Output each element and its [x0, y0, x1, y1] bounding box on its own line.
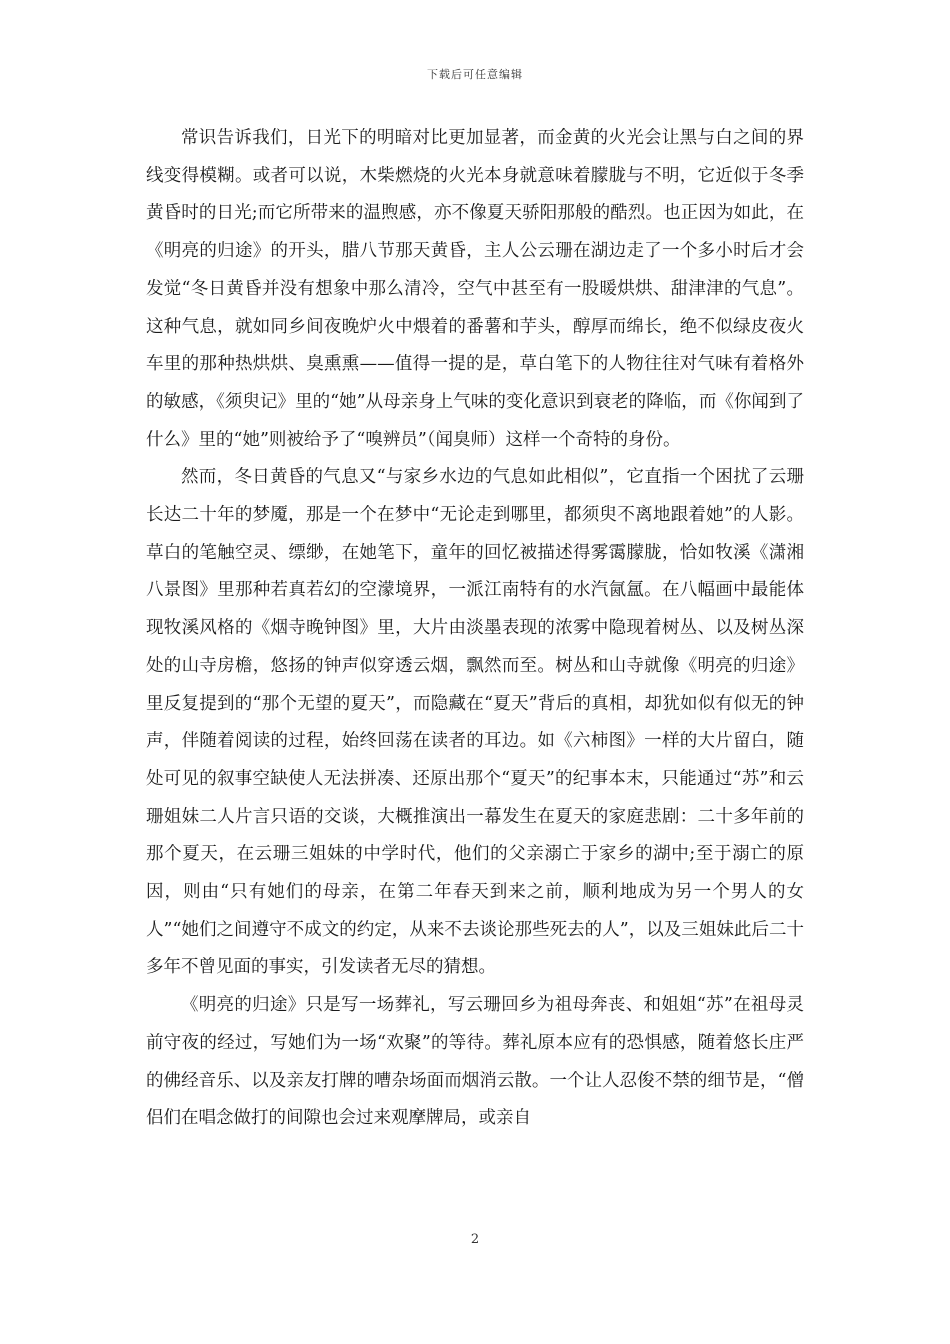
document-body [146, 120, 804, 1138]
paragraph-2: 然而，冬日黄昏的气息又“与家乡水边的气息如此相似”，它直指一个困扰了云珊长达二十年的梦魇，那是一个在梦中“无论走到哪里，都须臾不离地跟着她”的人影。草白的笔触空灵、缥缈，在她笔下，童年的回忆被描述得雾霭朦胧，恰如牧溪《潇湘八景图》里那种若真若幻的空濛境界，一派江南特有的水汽氤氲。在八幅画中最能体现牧溪风格的《烟寺晚钟图》里，大片由淡墨表现的浓雾中隐现着树丛、以及树丛深处的山寺房檐，悠扬的钟声似穿透云烟，飘然而至。树丛和山寺就像《明亮的归途》里反复提到的“那个无望的夏天”，而隐藏在“夏天”背后的真相，却犹如似有似无的钟声，伴随着阅读的过程，始终回荡在读者的耳边。如《六柿图》一样的大片留白，随处可见的叙事空缺使人无法拼凑、还原出那个“夏天”的纪事本末，只能通过“苏”和云珊姐妹二人片言只语的交谈，大概推演出一幕发生在夏天的家庭悲剧：二十多年前的那个夏天，在云珊三姐妹的中学时代，他们的父亲溺亡于家乡的湖中;至于溺亡的原因，则由“只有她们的母亲，在第二年春天到来之前，顺利地成为另一个男人的女人”“她们之间遵守不成文的约定，从来不去谈论那些死去的人”，以及三姐妹此后二十多年不曾见面的事实，引发读者无尽的猜想。 [146, 467, 804, 978]
page-header: 下载后可任意编辑 [427, 68, 523, 81]
page-number: 2 [470, 1232, 480, 1247]
paragraph-3: 《明亮的归途》只是写一场葬礼，写云珊回乡为祖母奔丧、和姐姐“苏”在祖母灵前守夜的经过，写她们为一场“欢聚”的等待。葬礼原本应有的恐惧感，随着悠长庄严的佛经音乐、以及亲友打牌的嘈杂场面而烟消云散。一个让人忍俊不禁的细节是，“僧侣们在唱念做打的间隙也会过来观摩牌局，或亲自 [146, 995, 804, 1129]
paragraph-1: 常识告诉我们，日光下的明暗对比更加显著，而金黄的火光会让黑与白之间的界线变得模糊。或者可以说，木柴燃烧的火光本身就意味着朦胧与不明，它近似于冬季黄昏时的日光;而它所带来的温煦感，亦不像夏天骄阳那般的酷烈。也正因为如此，在《明亮的归途》的开头，腊八节那天黄昏，主人公云珊在湖边走了一个多小时后才会发觉“冬日黄昏并没有想象中那么清冷，空气中甚至有一股暖烘烘、甜津津的气息”。这种气息，就如同乡间夜晚炉火中煨着的番薯和芋头，醇厚而绵长，绝不似绿皮夜火车里的那种热烘烘、臭熏熏——值得一提的是，草白笔下的人物往往对气味有着格外的敏感，《须臾记》里的“她”从母亲身上气味的变化意识到衰老的降临，而《你闻到了什么》里的“她”则被给予了“嗅辨员”（闻臭师）这样一个奇特的身份。 [146, 128, 804, 450]
